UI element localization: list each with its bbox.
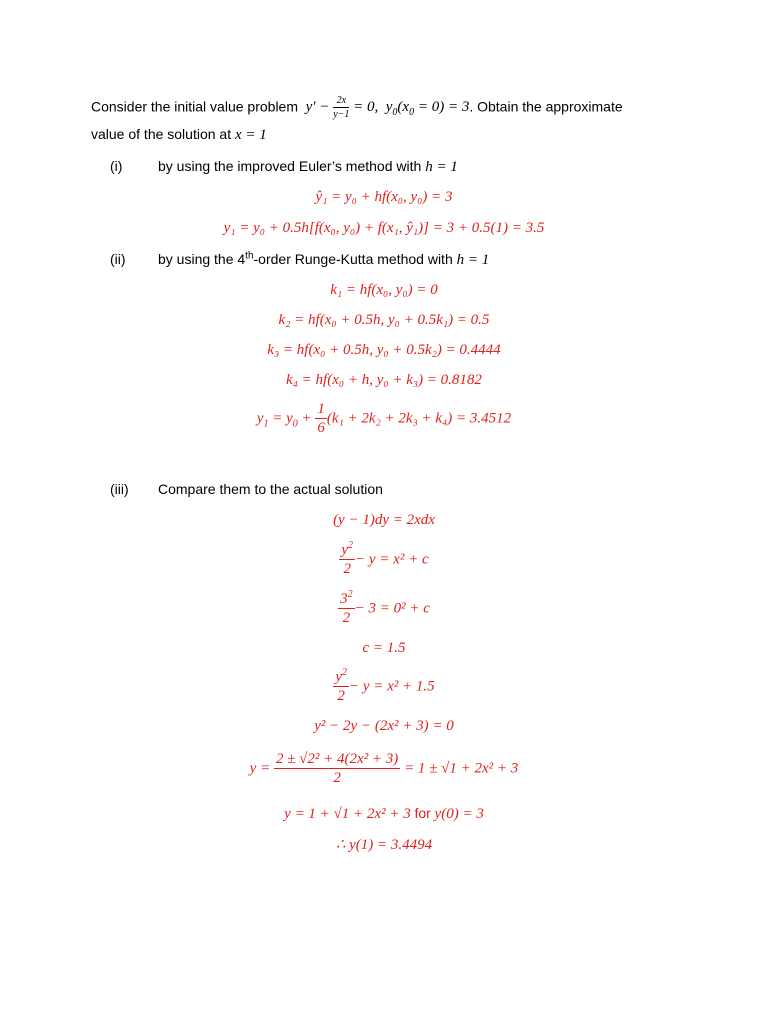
initial-condition-sub: $\frac{3^2}{2}$ − 3 = 0² + c	[340, 589, 430, 626]
rk-k2: k₂ = hf(x₀ + 0.5h, y₀ + 0.5k₁) = 0.5	[278, 312, 490, 328]
particular-eq-rhs: − y = x² + 1.5	[348, 678, 435, 695]
particular-eq: $\frac{y^2}{2}$ − y = x² + 1.5	[335, 667, 435, 704]
part-i-step-size: h = 1	[425, 159, 458, 175]
x-value: x = 1	[235, 127, 267, 143]
constant-c: c = 1.5	[362, 640, 406, 656]
part-iii-description: Compare them to the actual solution	[158, 481, 383, 497]
ode-expression: y′ − $\frac{2x}{y-1}$ = 0, $y_0(x_0 = 0) = 3$	[301, 95, 470, 120]
part-i-text: by using the improved Euler’s method with	[158, 158, 422, 174]
part-i-label: (i)	[110, 158, 123, 174]
part-ii-step-size: h = 1	[456, 252, 490, 268]
part-i-description	[158, 158, 458, 176]
rk-k3: k₃ = hf(x₀ + 0.5h, y₀ + 0.5k₂) = 0.4444	[267, 342, 501, 358]
quadratic-solution: y = $\frac{\text{2 ± √2² + 4(2x² + 3)}}{2}$ = 1 ± √1 + 2x² + 3	[249, 751, 519, 786]
exact-answer: ∴ y(1) = 3.4494	[335, 837, 433, 853]
part-ii-label: (ii)	[110, 251, 126, 267]
problem-text: Consider the initial value problem	[91, 98, 298, 115]
problem-statement-line2	[91, 126, 267, 144]
integrated-eq: $\frac{y^2}{2}$ − y = x² + c	[341, 540, 429, 577]
root-expression: y = 1 + √1 + 2x² + 3	[284, 806, 411, 822]
euler-corrector-eq: y₁ = y₀ + 0.5h[f(x₀, y₀) + f(x₁, ŷ₁)] = 3 + 0.5(1) = 3.5	[223, 220, 545, 236]
integrated-eq-rhs: − y = x² + c	[355, 551, 429, 568]
quadratic-form: y² − 2y − (2x² + 3) = 0	[314, 718, 454, 734]
problem-text-suffix: . Obtain the approximate	[469, 98, 623, 115]
problem-text-line2: value of the solution at	[91, 126, 232, 142]
quadratic-numerator: 2 ± √2² + 4(2x² + 3)	[275, 751, 399, 767]
part-ii-description	[158, 251, 489, 269]
root-for-text: for	[414, 805, 431, 821]
rk-k1: k₁ = hf(x₀, y₀) = 0	[330, 282, 438, 298]
selected-root	[0, 805, 768, 823]
rk-k4: k₄ = hf(x₀ + h, y₀ + k₃) = 0.8182	[286, 372, 482, 388]
problem-statement-line1	[91, 96, 623, 120]
rk-y1-value: (k₁ + 2k₂ + 2k₃ + k₄) = 3.4512	[326, 410, 512, 427]
part-ii-text: by using the 4	[158, 251, 246, 267]
part-iii-label: (iii)	[110, 481, 129, 497]
quadratic-simplified: = 1 ± √1 + 2x² + 3	[404, 760, 519, 777]
initial-condition-rhs: − 3 = 0² + c	[354, 600, 430, 617]
rk-y1-result: $y_1 = y_0$ + $\frac{1}{6}$ (k₁ + 2k₂ + 2k₃ + k₄) = 3.4512	[256, 401, 512, 436]
separated-ode: (y − 1)dy = 2xdx	[333, 512, 435, 528]
ordinal-suffix: th	[245, 250, 254, 262]
part-ii-text-post: -order Runge-Kutta method with	[253, 251, 453, 267]
root-condition: y(0) = 3	[434, 806, 484, 822]
euler-predictor-eq: ŷ₁ = y₀ + hf(x₀, y₀) = 3	[315, 189, 453, 205]
